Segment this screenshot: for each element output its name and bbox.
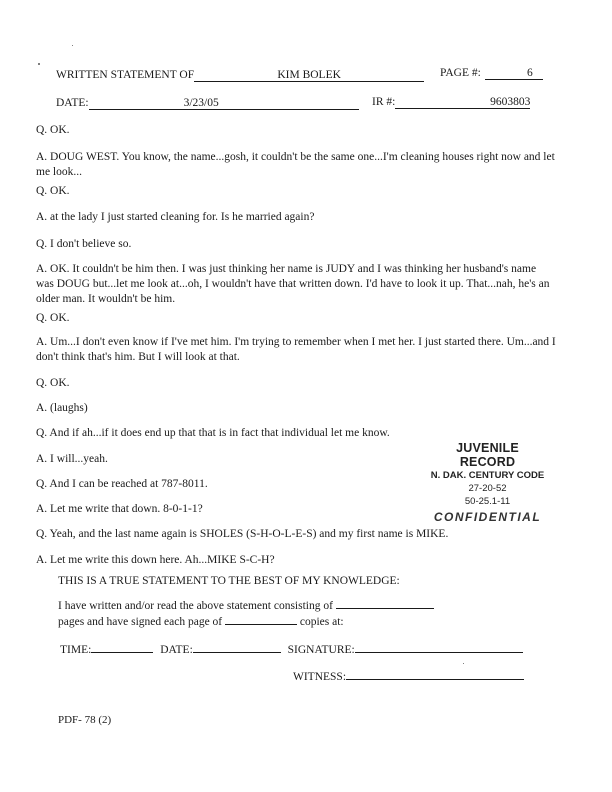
true-statement-text: THIS IS A TRUE STATEMENT TO THE BEST OF MY KNOWLEDGE: [58, 575, 400, 587]
transcript-line: A. DOUG WEST. You know, the name...gosh, it couldn't be the same one...I'm cleaning houses right now and let me look... [36, 151, 555, 178]
witness-row [293, 671, 524, 683]
pages-text: pages and have signed each page of [58, 616, 223, 628]
scan-speck [72, 45, 73, 46]
form-id: PDF- 78 (2) [58, 714, 112, 726]
stamp-code: N. DAK. CENTURY CODE [430, 470, 545, 481]
footer-date-blank [193, 652, 281, 653]
page-number-row [440, 67, 543, 80]
consisting-text: I have written and/or read the above statement consisting of [58, 600, 333, 612]
page-number-value: 6 [527, 67, 533, 79]
ir-label: IR #: [372, 96, 396, 108]
witness-label: WITNESS: [293, 671, 347, 683]
stamp-title: JUVENILE RECORD [456, 441, 519, 469]
transcript-line: Q. OK. [36, 377, 70, 389]
ir-value: 9603803 [490, 96, 531, 108]
copies-text: copies at: [299, 616, 344, 628]
ir-number-row [372, 96, 530, 109]
scan-speck [463, 663, 464, 664]
transcript-line: A. Um...I don't even know if I've met him. I'm trying to remember when I met her. I just started there. Um...and I don't think that's him. But I will look at that. [36, 336, 556, 363]
signature-label: SIGNATURE: [287, 644, 355, 656]
pages-row [58, 616, 344, 628]
transcript-line: A. (laughs) [36, 402, 88, 414]
transcript-line: A. Let me write this down here. Ah...MIKE S-C-H? [36, 554, 275, 566]
statement-of-row [56, 69, 424, 82]
transcript-line: Q. OK. [36, 185, 70, 197]
transcript-line: Q. I don't believe so. [36, 238, 132, 250]
pages-count-blank [336, 608, 434, 609]
transcript-line: Q. And if ah...if it does end up that that is in fact that individual let me know. [36, 427, 390, 439]
date-row [56, 97, 359, 110]
date-label: DATE: [56, 97, 89, 109]
footer-date-label: DATE: [160, 644, 193, 656]
signature-blank [355, 652, 523, 653]
stamp-section-2: 50-25.1-11 [464, 496, 511, 507]
date-value: 3/23/05 [183, 97, 219, 109]
transcript-line: A. Let me write that down. 8-0-1-1? [36, 503, 203, 515]
statement-of-label: WRITTEN STATEMENT OF [56, 69, 195, 81]
stamp-section-1: 27-20-52 [468, 483, 507, 494]
scan-speck [38, 63, 40, 65]
transcript-line: Q. OK. [36, 312, 70, 324]
transcript-line: A. at the lady I just started cleaning for. Is he married again? [36, 211, 315, 223]
time-blank [91, 652, 153, 653]
copies-blank [225, 624, 297, 625]
sign-row [60, 644, 523, 656]
transcript-line: Q. And I can be reached at 787-8011. [36, 478, 208, 490]
time-label: TIME: [60, 644, 92, 656]
confidential-stamp [430, 441, 545, 524]
consisting-row [58, 600, 434, 612]
transcript-line: Q. OK. [36, 124, 70, 136]
transcript-line: A. I will...yeah. [36, 453, 108, 465]
page-label: PAGE #: [440, 67, 481, 79]
transcript-line: A. OK. It couldn't be him then. I was just thinking her name is JUDY and I was thinking her husband's name was DOUG but...let me look at...oh, I wouldn't have that written down. I'd have to look it up. That...nah, he's an older man. It wouldn't be him. [36, 263, 550, 305]
witness-blank [346, 679, 524, 680]
stamp-confidential: CONFIDENTIAL [433, 510, 542, 524]
transcript-line: Q. Yeah, and the last name again is SHOLES (S-H-O-L-E-S) and my first name is MIKE. [36, 528, 449, 540]
statement-name: KIM BOLEK [277, 69, 341, 81]
